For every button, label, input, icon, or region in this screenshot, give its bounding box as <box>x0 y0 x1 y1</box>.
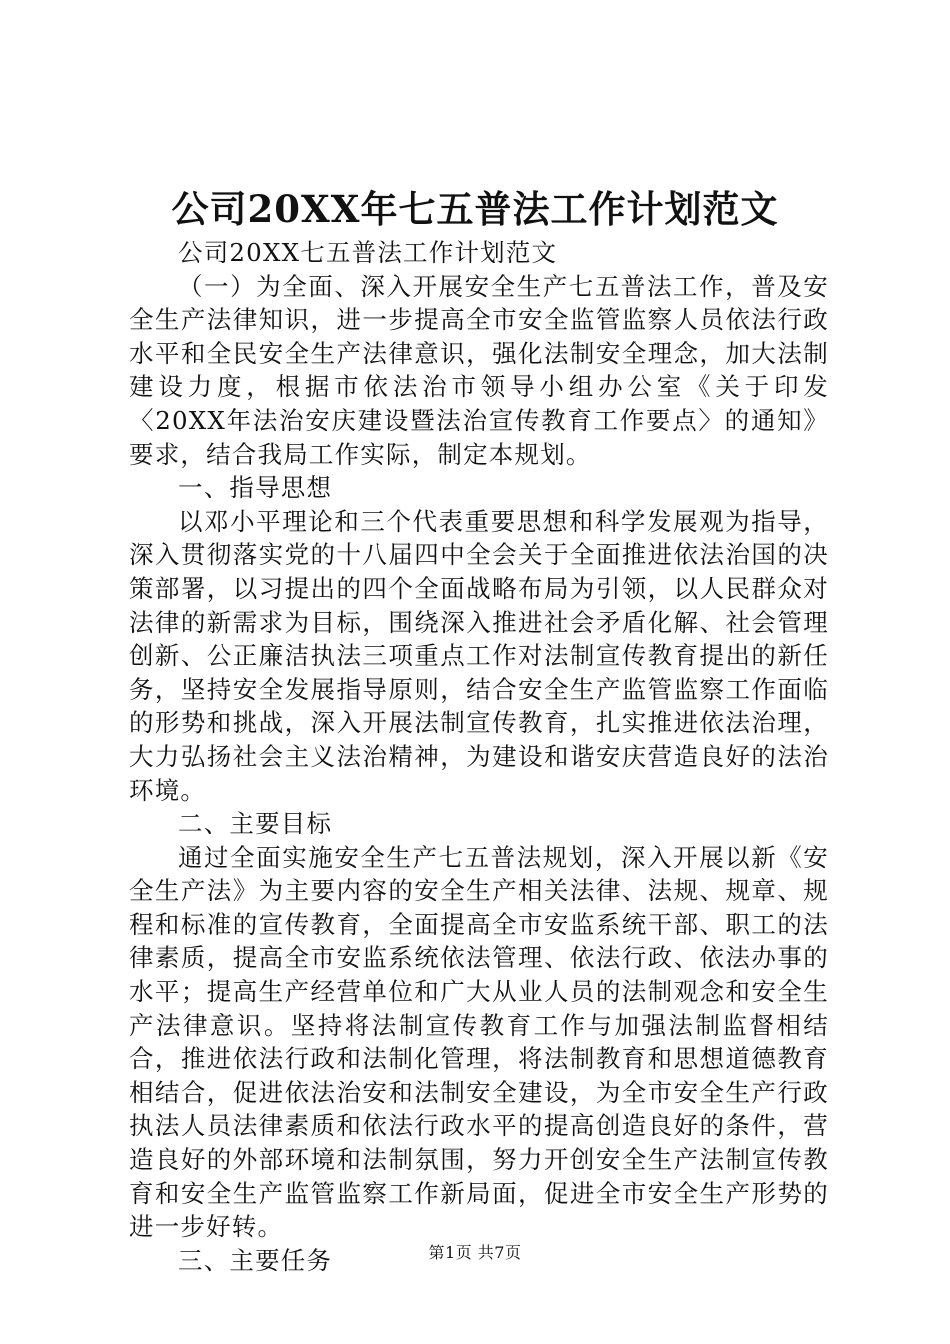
section-heading-guiding-ideology: 一、指导思想 <box>178 473 333 503</box>
intro-paragraph: （一）为全面、深入开展安全生产七五普法工作，普及安全生产法律知识，进一步提高全市安全监管监察人员依法行政水平和全民安全生产法律意识，强化法制安全理念，加大法制建设力度，根据市依法治市领导小组办公室《关于印发〈20XX年法治安庆建设暨法治宣传教育工作要点〉的通知》要求，结合我局工作实际，制定本规划。 <box>129 271 829 469</box>
section-heading-main-goals: 二、主要目标 <box>178 809 333 839</box>
document-title: 公司20XX年七五普法工作计划范文 <box>171 187 779 231</box>
section-heading-main-tasks: 三、主要任务 <box>178 1245 333 1275</box>
guiding-ideology-paragraph: 以邓小平理论和三个代表重要思想和科学发展观为指导，深入贯彻落实党的十八届四中全会关于全面推进依法治国的决策部署，以习提出的四个全面战略布局为引领，以人民群众对法律的新需求为目标，围绕深入推进社会矛盾化解、社会管理创新、公正廉洁执法三项重点工作对法制宣传教育提出的新任务，坚持安全发展指导原则，结合安全生产监管监察工作面临的形势和挑战，深入开展法制宣传教育，扎实推进依法治理，大力弘扬社会主义法治精神，为建设和谐安庆营造良好的法治环境。 <box>129 506 829 805</box>
subtitle-paragraph: 公司20XX七五普法工作计划范文 <box>178 238 558 267</box>
main-goals-paragraph: 通过全面实施安全生产七五普法规划，深入开展以新《安全生产法》为主要内容的安全生产相关法律、法规、规章、规程和标准的宣传教育，全面提高全市安监系统干部、职工的法律素质，提高全市安监系统依法管理、依法行政、依法办事的水平；提高生产经营单位和广大从业人员的法制观念和安全生产法律意识。坚持将法制宣传教育工作与加强法制监督相结合，推进依法行政和法制化管理，将法制教育和思想道德教育相结合，促进依法治安和法制安全建设，为全市安全生产行政执法人员法律素质和依法行政水平的提高创造良好的条件，营造良好的外部环境和法制氛围，努力开创安全生产法制宣传教育和安全生产监管监察工作新局面，促进全市安全生产形势的进一步好转。 <box>129 842 829 1242</box>
page-number-footer: 第1页 共7页 <box>428 1243 522 1262</box>
document-body <box>129 236 829 1277</box>
